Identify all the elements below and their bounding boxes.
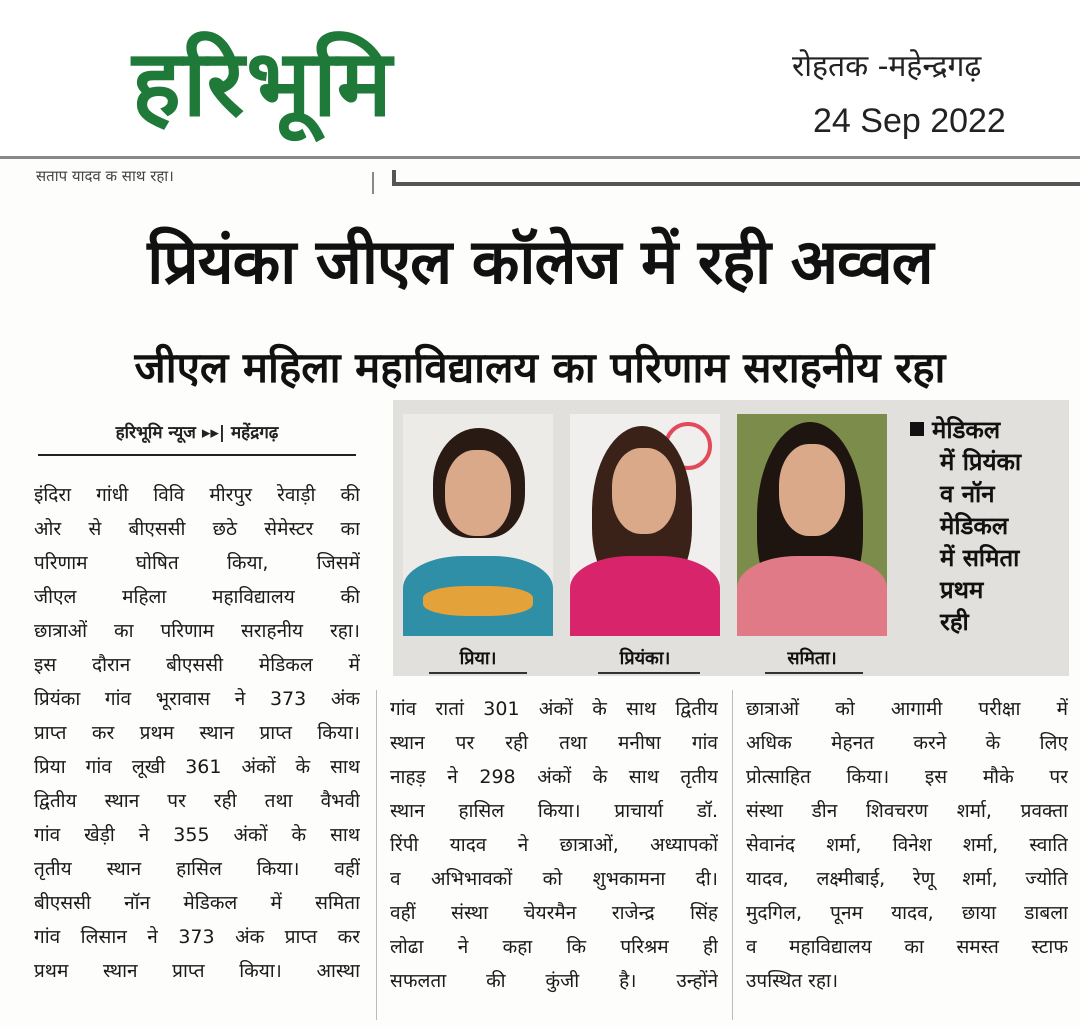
- text-line: प्रोत्साहित किया। इस मौके पर: [746, 766, 1068, 788]
- highlight-line: मेडिकल: [940, 512, 1009, 540]
- text-line: जीएल महिला महाविद्यालय की: [34, 586, 360, 608]
- edition-date: 24 Sep 2022: [813, 102, 1006, 140]
- text-line: तृतीय स्थान हासिल किया। वहीं: [34, 858, 360, 880]
- highlight-line: में प्रियंका: [940, 448, 1022, 476]
- text-line: मुदगिल, पूनम यादव, छाया डाबला: [746, 902, 1068, 924]
- text-line: गांव रातां 301 अंकों के साथ द्वितीय: [390, 698, 718, 720]
- caption-underline: [429, 672, 527, 674]
- photo-samita: [737, 414, 887, 636]
- highlight-line: मेडिकल: [932, 416, 1001, 444]
- highlight-box: [910, 408, 1070, 668]
- column-divider: [372, 172, 374, 194]
- article-column-3: [746, 692, 1068, 998]
- highlight-line: रही: [940, 608, 969, 636]
- section-bracket: [392, 170, 1080, 186]
- masthead-rule: [0, 156, 1080, 159]
- highlight-line: में समिता: [940, 544, 1020, 572]
- highlight-line: प्रथम: [940, 576, 984, 604]
- clipped-prev-article-text: सताप यादव क साथ रहा।: [36, 167, 174, 185]
- text-line: छात्राओं को आगामी परीक्षा में: [746, 698, 1068, 720]
- column-divider: [732, 690, 733, 1020]
- text-line: प्रियंका गांव भूरावास ने 373 अंक: [34, 688, 360, 710]
- text-line: लोढा ने कहा कि परिश्रम ही: [390, 936, 718, 958]
- text-line: प्रिया गांव लूखी 361 अंकों के साथ: [34, 756, 360, 778]
- caption-underline: [765, 672, 863, 674]
- text-line: द्वितीय स्थान पर रही तथा वैभवी: [34, 790, 360, 812]
- text-line: स्थान हासिल किया। प्राचार्या डॉ.: [390, 800, 718, 822]
- article-subheadline: जीएल महिला महाविद्यालय का परिणाम सराहनीय रहा: [134, 343, 946, 392]
- text-line: इस दौरान बीएससी मेडिकल में: [34, 654, 360, 676]
- text-line: संस्था डीन शिवचरण शर्मा, प्रवक्ता: [746, 800, 1068, 822]
- text-line: छात्राओं का परिणाम सराहनीय रहा।: [34, 620, 360, 642]
- text-line: स्थान पर रही तथा मनीषा गांव: [390, 732, 718, 754]
- text-line: व अभिभावकों को शुभकामना दी।: [390, 868, 718, 890]
- text-line: गांव लिसान ने 373 अंक प्राप्त कर: [34, 926, 360, 948]
- article-column-1: [34, 478, 360, 988]
- masthead: [0, 0, 1080, 158]
- text-line: उपस्थित रहा।: [746, 970, 839, 992]
- text-line: प्राप्त कर प्रथम स्थान प्राप्त किया।: [34, 722, 360, 744]
- text-line: बीएससी नॉन मेडिकल में समिता: [34, 892, 360, 914]
- highlight-line: व नॉन: [940, 480, 995, 508]
- text-line: प्रथम स्थान प्राप्त किया। आस्था: [34, 960, 360, 982]
- text-line: परिणाम घोषित किया, जिसमें: [34, 552, 360, 574]
- caption-underline: [598, 672, 700, 674]
- text-line: अधिक मेहनत करने के लिए: [746, 732, 1068, 754]
- article-byline: हरिभूमि न्यूज ▸▸| महेंद्रगढ़: [38, 418, 356, 456]
- text-line: ओर से बीएससी छठे सेमेस्टर का: [34, 518, 360, 540]
- text-line: नाहड़ ने 298 अंकों के साथ तृतीय: [390, 766, 718, 788]
- text-line: वहीं संस्था चेयरमैन राजेन्द्र सिंह: [390, 902, 718, 924]
- text-line: इंदिरा गांधी विवि मीरपुर रेवाड़ी की: [34, 484, 360, 506]
- photo-priyanka: [570, 414, 720, 636]
- text-line: यादव, लक्ष्मीबाई, रेणू शर्मा, ज्योति: [746, 868, 1068, 890]
- photo-caption-3: समिता।: [787, 648, 837, 669]
- photo-caption-2: प्रियंका।: [619, 648, 671, 669]
- text-line: सफलता की कुंजी है। उन्होंने: [390, 970, 718, 992]
- column-divider: [376, 690, 377, 1020]
- article-headline: प्रियंका जीएल कॉलेज में रही अव्वल: [147, 225, 933, 298]
- edition-city: रोहतक -महेन्द्रगढ़: [792, 49, 982, 84]
- newspaper-logo: हरिभूमि: [132, 30, 394, 137]
- article-column-2: [390, 692, 718, 998]
- text-line: व महाविद्यालय का समस्त स्टाफ: [746, 936, 1068, 958]
- photo-priya: [403, 414, 553, 636]
- photo-caption-1: प्रिया।: [459, 648, 497, 669]
- text-line: रिंपी यादव ने छात्राओं, अध्यापकों: [390, 834, 718, 856]
- text-line: गांव खेड़ी ने 355 अंकों के साथ: [34, 824, 360, 846]
- bullet-square-icon: [910, 422, 924, 436]
- text-line: सेवानंद शर्मा, विनेश शर्मा, स्वाति: [746, 834, 1068, 856]
